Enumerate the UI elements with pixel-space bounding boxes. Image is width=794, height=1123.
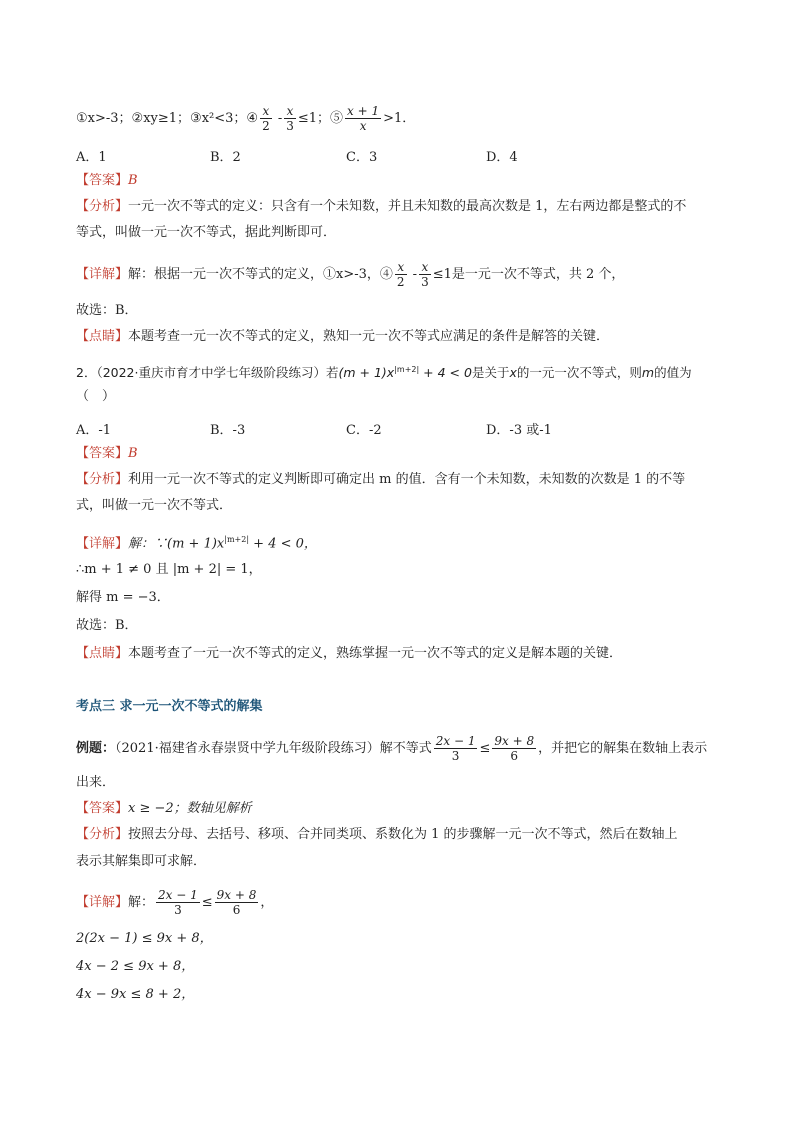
q1-fraction-3: $\frac{x + 1}{x}$: [347, 104, 380, 133]
section3-analysis-1: 【分析】按照去分母、去括号、移项、合并同类项、系数化为 1 的步骤解一元一次不等式，然后在数轴上: [76, 827, 678, 842]
section-title: 考点三 求一元一次不等式的解集: [76, 699, 263, 714]
q1-option-a: A．1: [76, 150, 107, 165]
q1-option-b: B．2: [210, 150, 241, 165]
q2-analysis-2: 式，叫做一元一次不等式．: [76, 498, 233, 513]
example-fraction-1: $\frac{2x - 1}{3}$: [435, 734, 476, 763]
example-fraction-2: $\frac{9x + 8}{6}$: [494, 734, 535, 763]
q1-items-text: ①x>-3；②xy≥1；③x²<3；④: [76, 111, 259, 126]
section3-step-1: 2(2x − 1) ≤ 9x + 8，: [76, 931, 213, 946]
example-line-1: 例题：（2021·福建省永春崇贤中学九年级阶段练习）解不等式 $\frac{2x - 1}{3}$ ≤ $\frac{9x + 8}{6}$ ，并把它的解集在数轴上表示: [76, 734, 708, 763]
q1-option-d: D．4: [486, 150, 518, 165]
q1-analysis-1: 【分析】一元一次不等式的定义：只含有一个未知数，并且未知数的最高次数是 1，左右两边都是整式的不: [76, 199, 687, 214]
q2-stem: 2．（2022·重庆市育才中学七年级阶段练习）若$(m + 1)x^{|m+2|} + 4 < 0$是关于x的一元一次不等式，则m的值为: [76, 365, 692, 381]
q2-detail-2: ∴m + 1 ≠ 0 且 |m + 2| = 1，: [76, 562, 262, 577]
q2-analysis-1: 【分析】利用一元一次不等式的定义判断即可确定出 m 的值．含有一个未知数，未知数的次数是 1 的不等: [76, 472, 686, 487]
q1-fraction-1: $\frac{x}{2}$: [262, 104, 270, 133]
section3-step-3: 4x − 9x ≤ 8 + 2，: [76, 987, 195, 1002]
q2-paren: （ ）: [76, 389, 116, 404]
q1-comment: 【点睛】本题考查一元一次不等式的定义，熟知一元一次不等式应满足的条件是解答的关键．: [76, 329, 610, 344]
q2-option-d: D．-3 或-1: [486, 423, 552, 438]
q1-answer: 【答案】B: [76, 173, 138, 188]
q2-detail-1: 【详解】解：∵(m + $1)x^{|m+2|} + 4 < 0$，: [76, 535, 317, 552]
q1-items-line: ①x>-3；②xy≥1；③x²<3；④ $\frac{x}{2}$ - $\frac{x}{3}$ ≤1；⑤ $\frac{x + 1}{x}$ >1．: [76, 104, 416, 133]
section3-detail: 【详解】解： $\frac{2x - 1}{3}$ ≤ $\frac{9x + 8}{6}$ ，: [76, 888, 274, 917]
q2-option-b: B．-3: [210, 423, 246, 438]
section3-answer: 【答案】x ≥ −2；数轴见解析: [76, 801, 252, 816]
q1-analysis-2: 等式，叫做一元一次不等式，据此判断即可．: [76, 225, 337, 240]
q2-detail-3: 解得 m = −3．: [76, 590, 170, 605]
q2-comment: 【点睛】本题考查了一元一次不等式的定义，熟练掌握一元一次不等式的定义是解本题的关键．: [76, 646, 623, 661]
example-line-2: 出来．: [76, 775, 116, 790]
q1-choose: 故选：B．: [76, 303, 138, 318]
q1-option-c: C．3: [346, 150, 378, 165]
section3-step-2: 4x − 2 ≤ 9x + 8，: [76, 959, 195, 974]
q2-choose: 故选：B．: [76, 618, 138, 633]
q2-option-a: A．-1: [76, 423, 112, 438]
q2-option-c: C．-2: [346, 423, 382, 438]
q1-fraction-2: $\frac{x}{3}$: [286, 104, 294, 133]
q2-answer: 【答案】B: [76, 446, 138, 461]
q1-detail: 【详解】解：根据一元一次不等式的定义，①x>-3，④ $\frac{x}{2}$ - $\frac{x}{3}$ ≤1是一元一次不等式，共 2 个，: [76, 260, 625, 289]
section3-analysis-2: 表示其解集即可求解．: [76, 854, 207, 869]
